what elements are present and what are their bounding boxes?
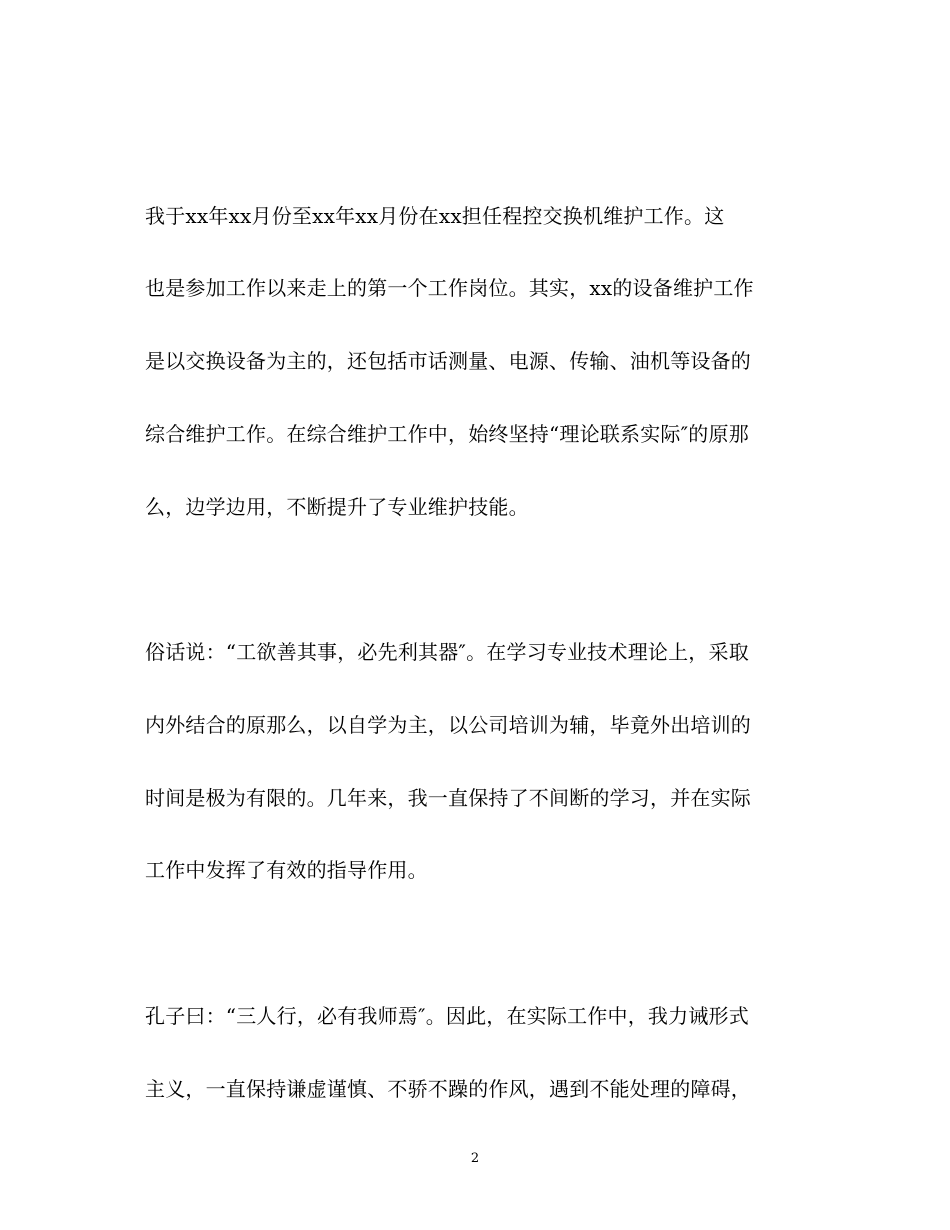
- text-line: 我于xx年xx月份至xx年xx月份在xx担任程控交换机维护工作。这: [145, 204, 725, 228]
- text-line: 时间是极为有限的。几年来，我一直保持了不间断的学习，并在实际: [145, 786, 751, 810]
- page-number: 2: [470, 1151, 480, 1166]
- text-line: 是以交换设备为主的，还包括市话测量、电源、传输、油机等设备的: [145, 349, 751, 373]
- text-line: 主义，一直保持谦虚谨慎、不骄不躁的作风，遇到不能处理的障碍，: [145, 1077, 751, 1101]
- text-line: 孔子曰：“三人行，必有我师焉″。因此，在实际工作中，我力诫形式: [145, 1004, 749, 1028]
- text-line: 内外结合的原那么，以自学为主，以公司培训为辅，毕竟外出培训的: [145, 713, 751, 737]
- text-line: 工作中发挥了有效的指导作用。: [145, 858, 428, 882]
- text-line: 俗话说：“工欲善其事，必先利其器″。在学习专业技术理论上，采取: [145, 640, 749, 664]
- text-line: 综合维护工作。在综合维护工作中，始终坚持“理论联系实际″的原那: [145, 422, 749, 446]
- text-line: 么，边学边用，不断提升了专业维护技能。: [145, 495, 529, 519]
- text-line: 也是参加工作以来走上的第一个工作岗位。其实，xx的设备维护工作: [145, 276, 754, 300]
